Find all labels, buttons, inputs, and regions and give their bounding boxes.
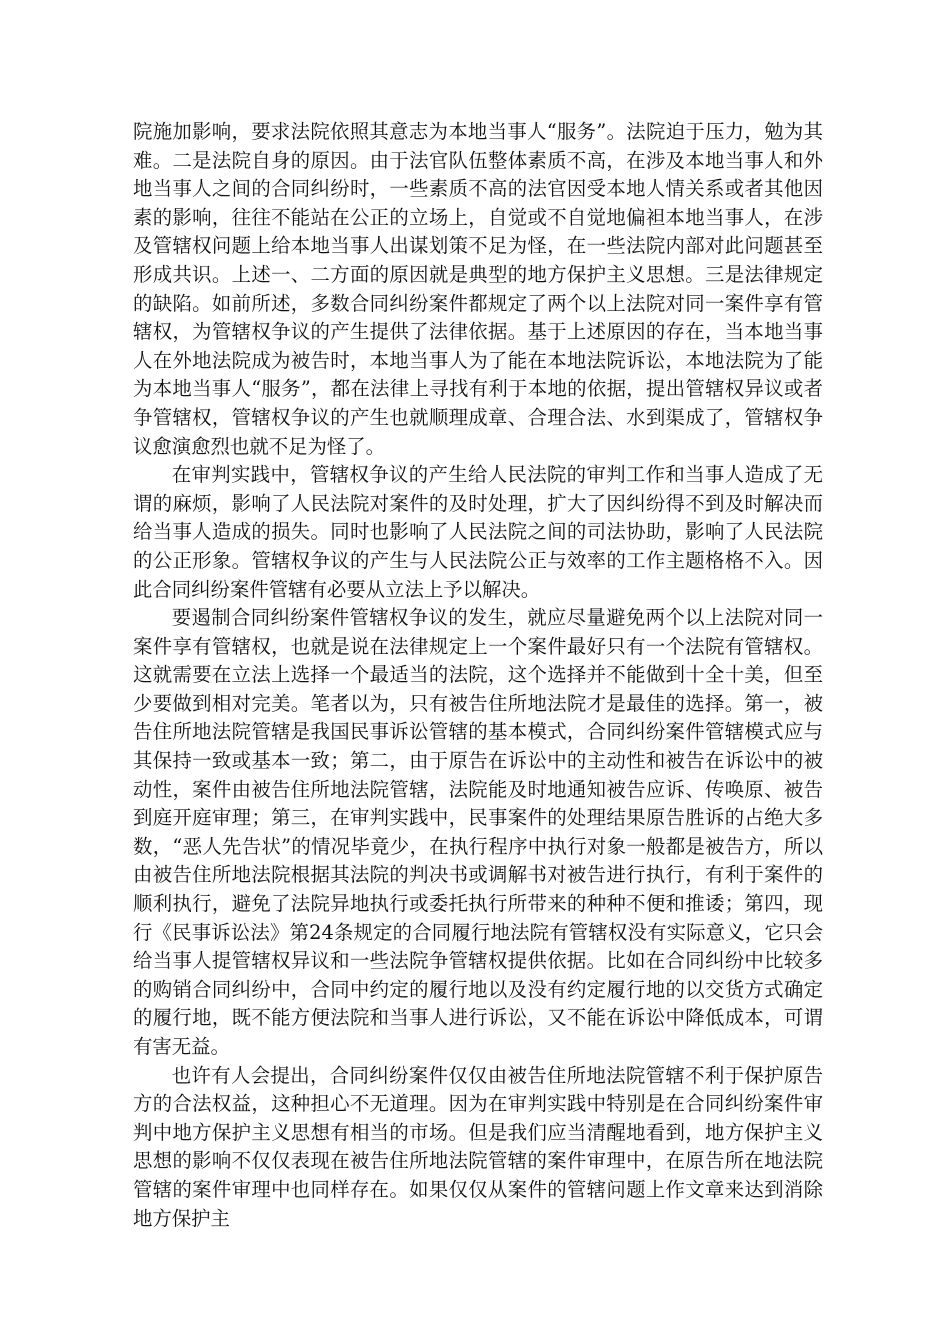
paragraph-4: 也许有人会提出，合同纠纷案件仅仅由被告住所地法院管辖不利于保护原告方的合法权益，这种担心不无道理。因为在审判实践中特别是在合同纠纷案件审判中地方保护主义思想有相当的市场。但是我们应当清醒地看到，地方保护主义思想的影响不仅仅表现在被告住所地法院管辖的案件审理中，在原告所在地法院管辖的案件审理中也同样存在。如果仅仅从案件的管辖问题上作文章来达到消除地方保护主 (133, 1063, 823, 1230)
paragraph-2: 在审判实践中，管辖权争议的产生给人民法院的审判工作和当事人造成了无谓的麻烦，影响了人民法院对案件的及时处理，扩大了因纠纷得不到及时解决而给当事人造成的损失。同时也影响了人民法院之间的司法协助，影响了人民法院的公正形象。管辖权争议的产生与人民法院公正与效率的工作主题格格不入。因此合同纠纷案件管辖有必要从立法上予以解决。 (133, 463, 823, 601)
paragraph-3: 要遏制合同纠纷案件管辖权争议的发生，就应尽量避免两个以上法院对同一案件享有管辖权，也就是说在法律规定上一个案件最好只有一个法院有管辖权。这就需要在立法上选择一个最适当的法院，这个选择并不能做到十全十美，但至少要做到相对完美。笔者以为，只有被告住所地法院才是最佳的选择。第一，被告住所地法院管辖是我国民事诉讼管辖的基本模式，合同纠纷案件管辖模式应与其保持一致或基本一致；第二，由于原告在诉讼中的主动性和被告在诉讼中的被动性，案件由被告住所地法院管辖，法院能及时地通知被告应诉、传唤原、被告到庭开庭审理；第三，在审判实践中，民事案件的处理结果原告胜诉的占绝大多数，“恶人先告状”的情况毕竟少，在执行程序中执行对象一般都是被告方，所以由被告住所地法院根据其法院的判决书或调解书对被告进行执行，有利于案件的顺利执行，避免了法院异地执行或委托执行所带来的种种不便和推诿；第四，现行《民事诉讼法》第24条规定的合同履行地法院有管辖权没有实际意义，它只会给当事人提管辖权异议和一些法院争管辖权提供依据。比如在合同纠纷中比较多的购销合同纠纷中，合同中约定的履行地以及没有约定履行地的以交货方式确定的履行地，既不能方便法院和当事人进行诉讼，又不能在诉讼中降低成本，可谓有害无益。 (133, 606, 823, 1058)
document-body (133, 118, 823, 1233)
paragraph-1: 院施加影响，要求法院依照其意志为本地当事人“服务”。法院迫于压力，勉为其难。二是法院自身的原因。由于法官队伍整体素质不高，在涉及本地当事人和外地当事人之间的合同纠纷时，一些素质不高的法官因受本地人情关系或者其他因素的影响，往往不能站在公正的立场上，自觉或不自觉地偏袒本地当事人，在涉及管辖权问题上给本地当事人出谋划策不足为怪，在一些法院内部对此问题甚至形成共识。上述一、二方面的原因就是典型的地方保护主义思想。三是法律规定的缺陷。如前所述，多数合同纠纷案件都规定了两个以上法院对同一案件享有管辖权，为管辖权争议的产生提供了法律依据。基于上述原因的存在，当本地当事人在外地法院成为被告时，本地当事人为了能在本地法院诉讼，本地法院为了能为本地当事人“服务”，都在法律上寻找有利于本地的依据，提出管辖权异议或者争管辖权，管辖权争议的产生也就顺理成章、合理合法、水到渠成了，管辖权争议愈演愈烈也就不足为怪了。 (133, 120, 823, 458)
